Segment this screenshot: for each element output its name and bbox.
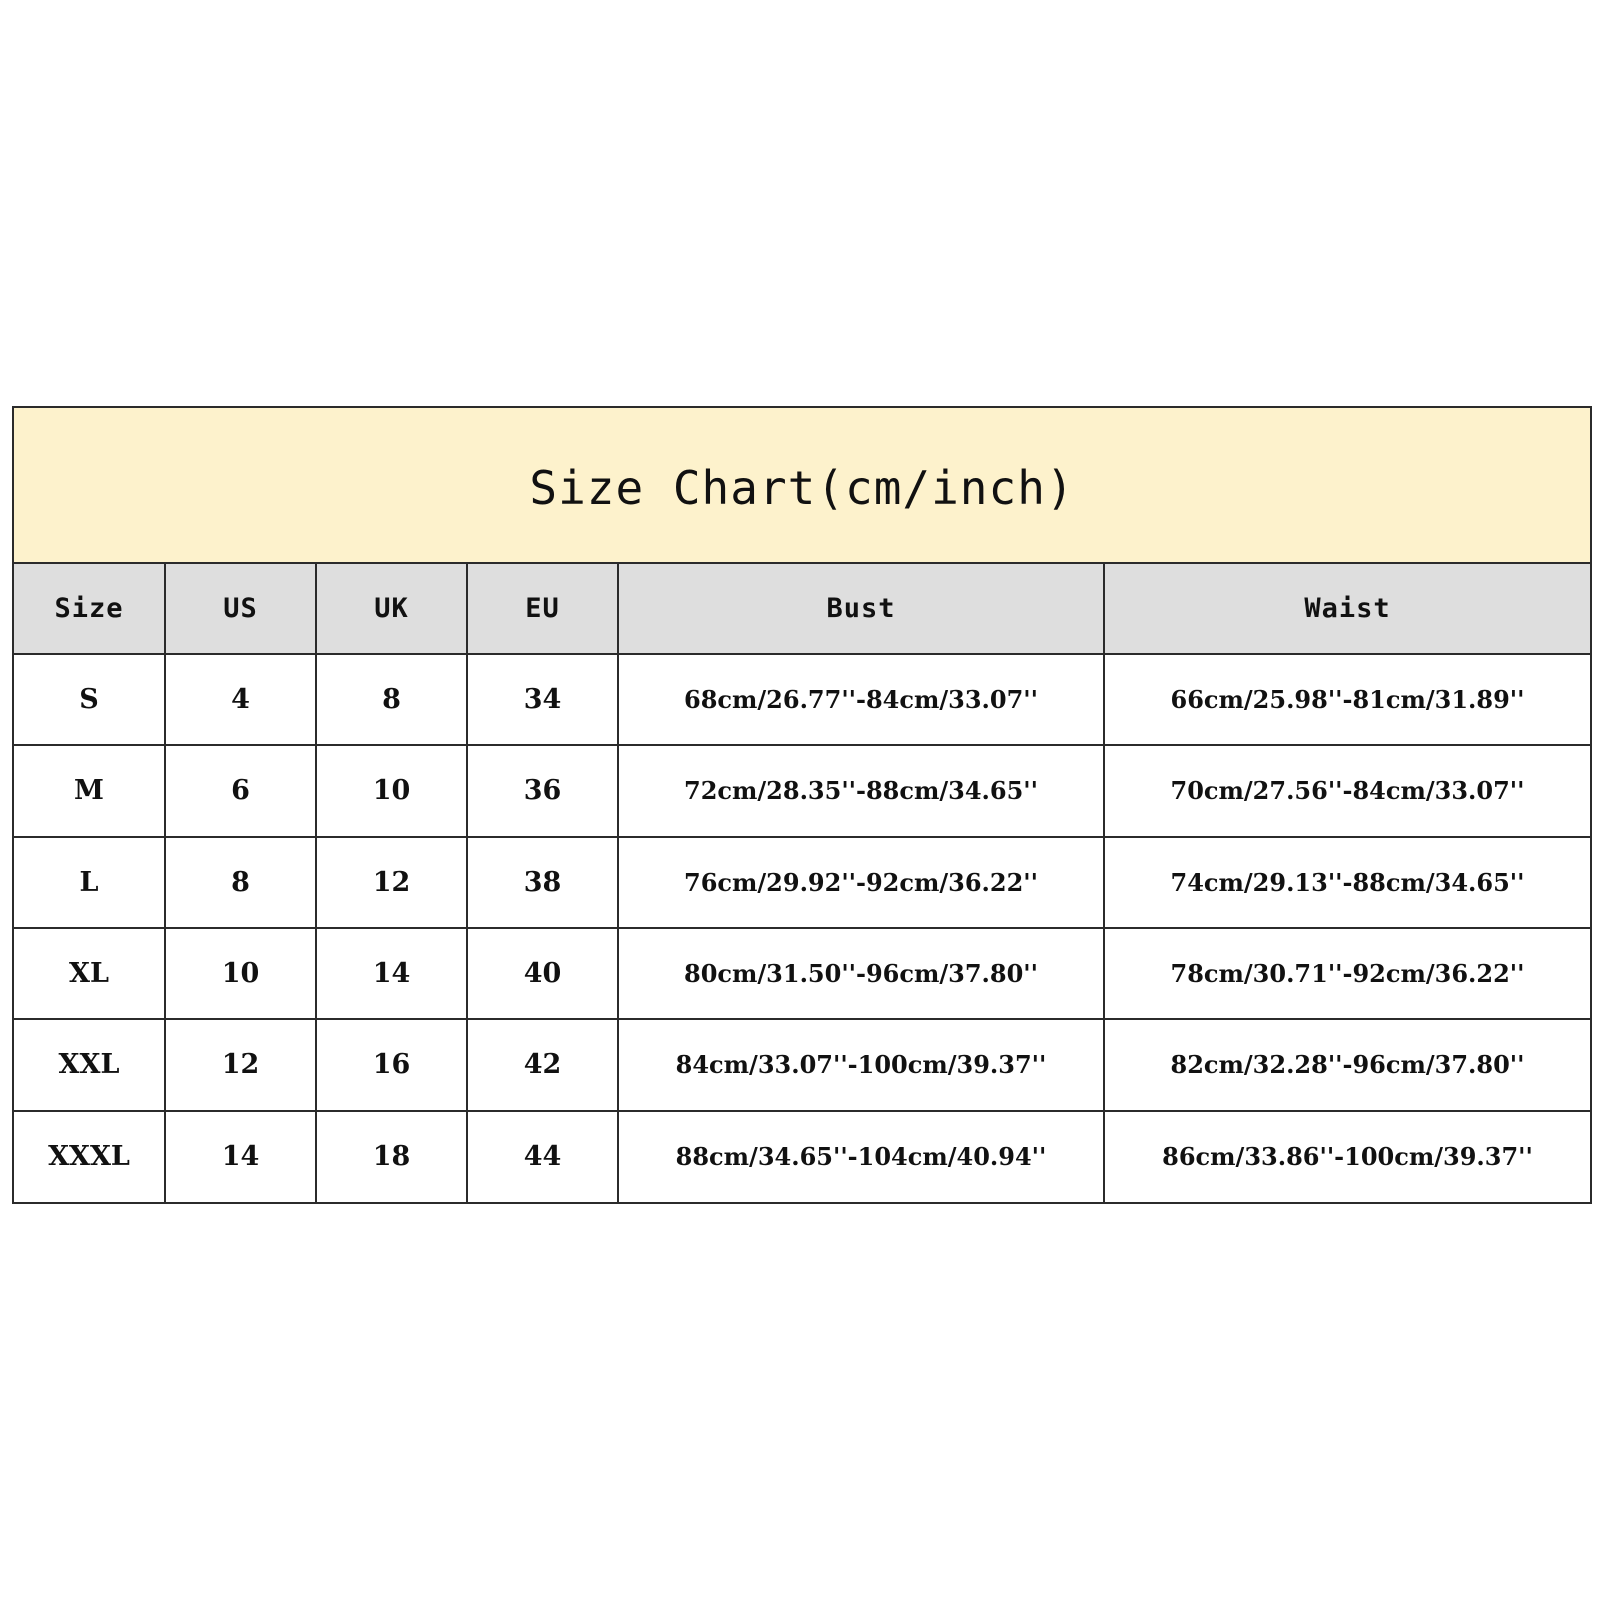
size-chart bbox=[12, 406, 1592, 1204]
header-bust: Bust bbox=[618, 564, 1104, 654]
cell-us: 12 bbox=[165, 1019, 316, 1110]
header-waist: Waist bbox=[1104, 564, 1590, 654]
cell-us: 8 bbox=[165, 837, 316, 928]
header-us: US bbox=[165, 564, 316, 654]
cell-eu: 42 bbox=[467, 1019, 618, 1110]
table-row bbox=[14, 1111, 1590, 1202]
table-row bbox=[14, 1019, 1590, 1110]
title-band bbox=[14, 408, 1590, 564]
cell-waist: 86cm/33.86''-100cm/39.37'' bbox=[1104, 1111, 1590, 1202]
header-row bbox=[14, 564, 1590, 654]
cell-uk: 14 bbox=[316, 928, 467, 1019]
cell-size: XXXL bbox=[14, 1111, 165, 1202]
table-row bbox=[14, 654, 1590, 745]
cell-bust: 88cm/34.65''-104cm/40.94'' bbox=[618, 1111, 1104, 1202]
cell-uk: 16 bbox=[316, 1019, 467, 1110]
cell-bust: 84cm/33.07''-100cm/39.37'' bbox=[618, 1019, 1104, 1110]
table-row bbox=[14, 745, 1590, 836]
cell-waist: 74cm/29.13''-88cm/34.65'' bbox=[1104, 837, 1590, 928]
cell-us: 6 bbox=[165, 745, 316, 836]
cell-bust: 80cm/31.50''-96cm/37.80'' bbox=[618, 928, 1104, 1019]
cell-bust: 72cm/28.35''-88cm/34.65'' bbox=[618, 745, 1104, 836]
cell-size: XL bbox=[14, 928, 165, 1019]
cell-eu: 40 bbox=[467, 928, 618, 1019]
header-uk: UK bbox=[316, 564, 467, 654]
cell-uk: 8 bbox=[316, 654, 467, 745]
cell-uk: 10 bbox=[316, 745, 467, 836]
cell-us: 4 bbox=[165, 654, 316, 745]
cell-uk: 18 bbox=[316, 1111, 467, 1202]
cell-us: 10 bbox=[165, 928, 316, 1019]
cell-eu: 44 bbox=[467, 1111, 618, 1202]
cell-size: M bbox=[14, 745, 165, 836]
cell-waist: 66cm/25.98''-81cm/31.89'' bbox=[1104, 654, 1590, 745]
cell-waist: 78cm/30.71''-92cm/36.22'' bbox=[1104, 928, 1590, 1019]
cell-eu: 34 bbox=[467, 654, 618, 745]
cell-us: 14 bbox=[165, 1111, 316, 1202]
chart-title: Size Chart(cm/inch) bbox=[529, 461, 1075, 515]
cell-waist: 82cm/32.28''-96cm/37.80'' bbox=[1104, 1019, 1590, 1110]
header-size: Size bbox=[14, 564, 165, 654]
cell-waist: 70cm/27.56''-84cm/33.07'' bbox=[1104, 745, 1590, 836]
cell-eu: 36 bbox=[467, 745, 618, 836]
header-eu: EU bbox=[467, 564, 618, 654]
cell-bust: 76cm/29.92''-92cm/36.22'' bbox=[618, 837, 1104, 928]
cell-size: L bbox=[14, 837, 165, 928]
cell-uk: 12 bbox=[316, 837, 467, 928]
table-row bbox=[14, 928, 1590, 1019]
cell-size: XXL bbox=[14, 1019, 165, 1110]
cell-eu: 38 bbox=[467, 837, 618, 928]
size-table bbox=[14, 564, 1590, 1202]
cell-size: S bbox=[14, 654, 165, 745]
cell-bust: 68cm/26.77''-84cm/33.07'' bbox=[618, 654, 1104, 745]
table-row bbox=[14, 837, 1590, 928]
